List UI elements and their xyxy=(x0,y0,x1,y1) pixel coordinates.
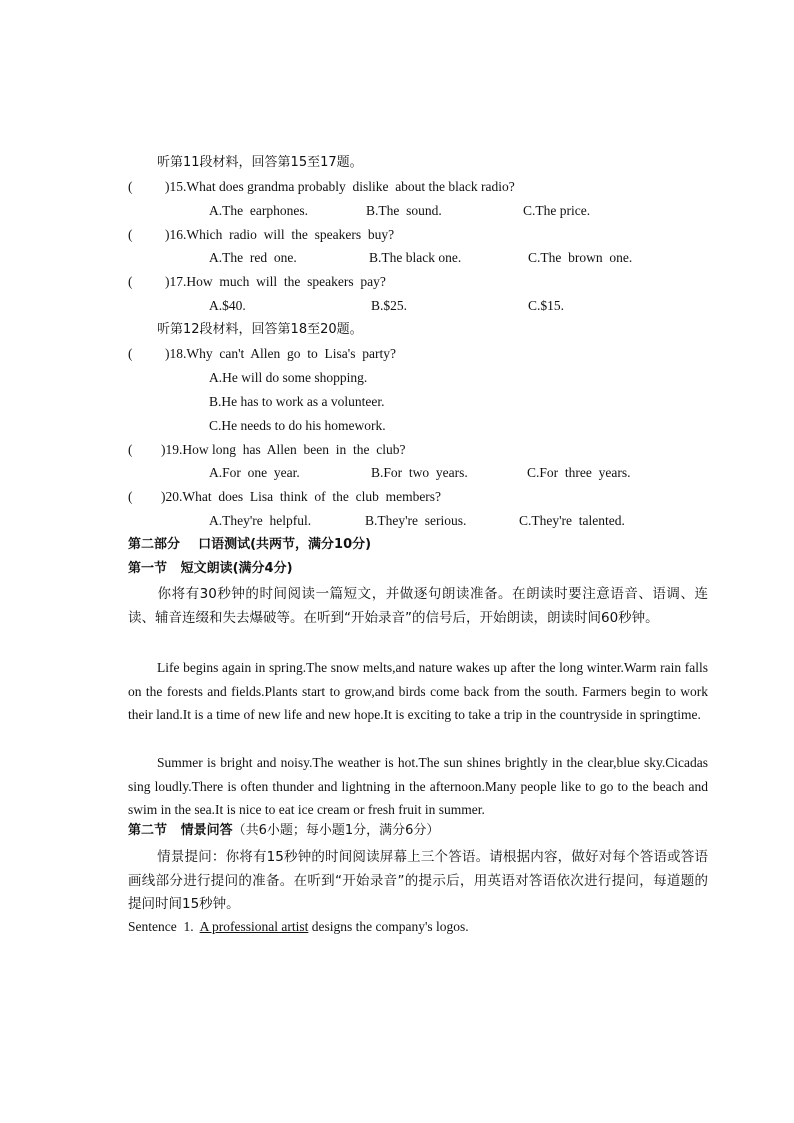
question-text: )19.How long has Allen been in the club? xyxy=(161,442,406,457)
section1-instructions xyxy=(128,583,708,630)
question-text: )16.Which radio will the speakers buy? xyxy=(165,227,395,242)
option-b: B.They're serious. xyxy=(365,513,467,528)
section2-instructions-text: 情景提问：你将有15秒钟的时间阅读屏幕上三个答语。请根据内容，做好对每个答语或答语画线部分进行提问的准备。在听到“开始录音”的提示后，用英语对答语依次进行提问，每道题的提问时间15秒钟。 xyxy=(128,849,708,912)
option-c: C.The price. xyxy=(523,203,591,218)
option-b: B.For two years. xyxy=(371,465,468,480)
paragraph-2-text: Summer is bright and noisy.The weather is hot.The sun shines brightly in the clear,blue sky.Cicadas sing loudly.There is often thunder and lightning in the afternoon.Many people like to go to the beach and swim in the sea.It is nice to eat ice cream or fresh fruit in summer. xyxy=(128,755,708,817)
option-b: B.$25. xyxy=(371,298,408,313)
option-b: B.The sound. xyxy=(366,203,442,218)
listening-section-11-header: 听第11段材料，回答第15至17题。 xyxy=(157,155,363,170)
sentence-1 xyxy=(128,918,469,936)
option-b: B.He has to work as a volunteer. xyxy=(209,394,385,409)
answer-bracket: ( xyxy=(128,442,133,457)
option-c: C.He needs to do his homework. xyxy=(209,418,386,433)
section2-title-bold: 第二节 情景问答 xyxy=(128,823,233,838)
option-a: A.$40. xyxy=(209,298,246,313)
listening-section-12-header: 听第12段材料，回答第18至20题。 xyxy=(157,322,363,337)
reading-passage-paragraph-1 xyxy=(128,656,708,727)
reading-passage-paragraph-2 xyxy=(128,751,708,822)
option-a: A.They're helpful. xyxy=(209,513,312,528)
section1-instructions-text: 你将有30秒钟的时间阅读一篇短文，并做逐句朗读准备。在朗读时要注意语音、语调、连读、辅音连缀和失去爆破等。在听到“开始录音”的信号后，开始朗读，朗读时间60秒钟。 xyxy=(128,586,708,626)
sentence-1-underlined-part: A professional artist xyxy=(199,919,309,934)
option-a: A.He will do some shopping. xyxy=(209,370,368,385)
option-c: C.They're talented. xyxy=(519,513,625,528)
sentence-1-label: Sentence 1. xyxy=(128,919,200,934)
section2-instructions xyxy=(128,846,708,917)
question-text: )20.What does Lisa think of the club members? xyxy=(161,489,442,504)
option-a: A.The red one. xyxy=(209,250,297,265)
answer-bracket: ( xyxy=(128,346,133,361)
option-a: A.For one year. xyxy=(209,465,300,480)
sentence-1-rest: designs the company's logos. xyxy=(308,919,469,934)
answer-bracket: ( xyxy=(128,489,133,504)
option-b: B.The black one. xyxy=(369,250,462,265)
option-c: C.$15. xyxy=(528,298,565,313)
answer-bracket: ( xyxy=(128,274,133,289)
answer-bracket: ( xyxy=(128,227,133,242)
question-text: )18.Why can't Allen go to Lisa's party? xyxy=(165,346,396,361)
section2-title xyxy=(128,822,439,840)
question-text: )17.How much will the speakers pay? xyxy=(165,274,386,289)
option-c: C.For three years. xyxy=(527,465,631,480)
paragraph-1-text: Life begins again in spring.The snow melts,and nature wakes up after the long winter.Warm rain falls on the forests and fields.Plants start to grow,and birds come back from the south. Farmers begin to work their land.It is a time of new life and new hope.It is exciting to take a trip in the countryside in springtime. xyxy=(128,660,708,722)
question-text: )15.What does grandma probably dislike about the black radio? xyxy=(165,179,515,194)
option-a: A.The earphones. xyxy=(209,203,308,218)
section2-title-rest: （共6小题；每小题1分，满分6分） xyxy=(232,823,440,838)
section1-title: 第一节 短文朗读(满分4分) xyxy=(128,561,293,576)
part2-title: 第二部分 口语测试(共两节，满分10分) xyxy=(128,537,372,552)
answer-bracket: ( xyxy=(128,179,133,194)
option-c: C.The brown one. xyxy=(528,250,633,265)
